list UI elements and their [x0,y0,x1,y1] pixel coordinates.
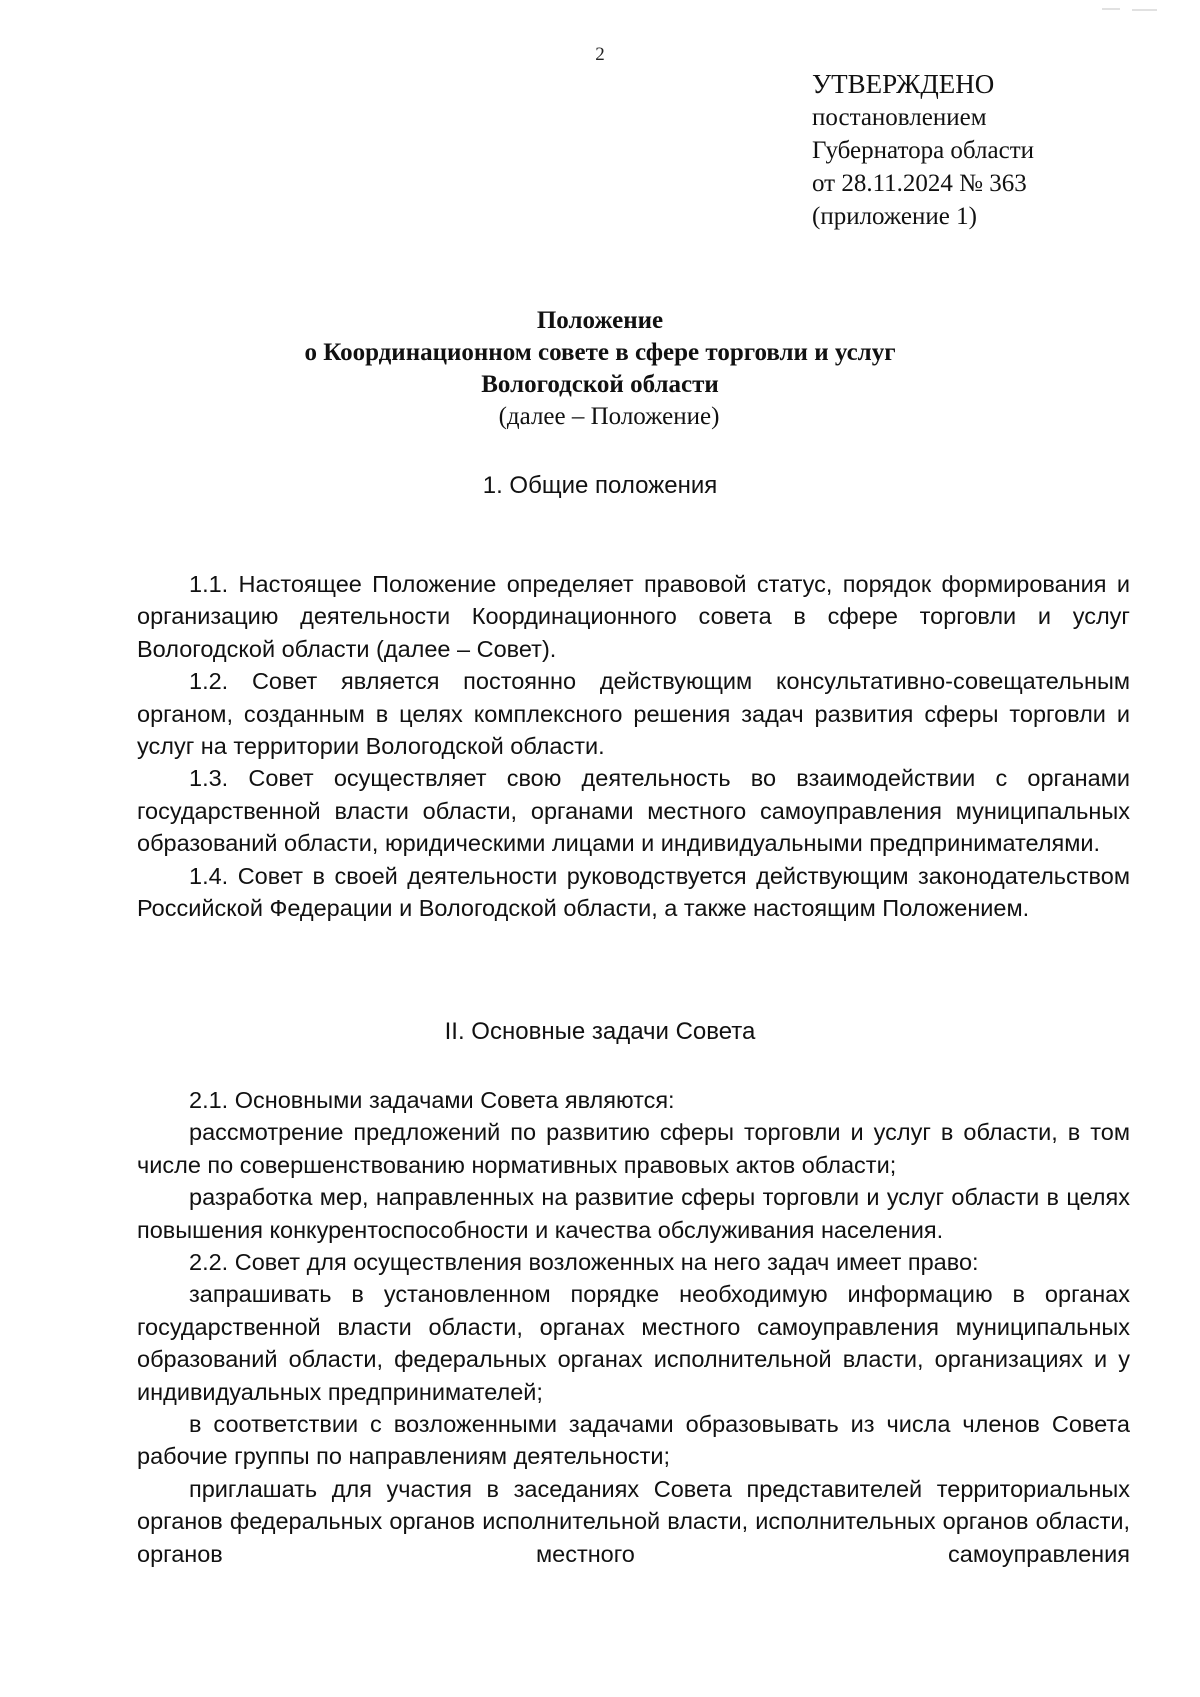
section-heading-1: 1. Общие положения [482,472,718,499]
paragraph: разработка мер, направленных на развитие сферы торговли и услуг области в целях повышения конкурентоспособности и качества обслуживания населения. [137,1184,1130,1243]
paragraph: 1.1. Настоящее Положение определяет правовой статус, порядок формирования и организацию деятельности Координационного совета в сфере торговли и услуг Вологодской области (далее – Совет). [137,571,1130,662]
paragraph: запрашивать в установленном порядке необходимую информацию в органах государственной власти области, органах местного самоуправления муниципальных образований области, федеральных органах исполнительной власти, организациях и у индивидуальных предпринимателей; [137,1281,1130,1405]
approval-line: постановлением [812,104,987,131]
approval-line: (приложение 1) [812,203,977,230]
section-heading-2: II. Основные задачи Совета [444,1018,756,1045]
paragraph: 1.3. Совет осуществляет свою деятельность во взаимодействии с органами государственной власти области, органами местного самоуправления муниципальных образований области, юридическими лицами и индивидуальными предпринимателями. [137,765,1130,857]
approval-line: Губернатора области [812,137,1034,164]
section-2-body [137,1084,1130,1570]
approval-title: УТВЕРЖДЕНО [812,69,995,99]
paragraph: рассмотрение предложений по развитию сферы торговли и услуг в области, в том числе по совершенствованию нормативных правовых актов области; [137,1119,1130,1178]
paragraph: приглашать для участия в заседаниях Совета представителей территориальных органов федеральных органов исполнительной власти, исполнительных органов области, органов местного самоуправления [137,1475,1130,1567]
scan-artifact [1102,0,1162,6]
paragraph: 2.2. Совет для осуществления возложенных на него задач имеет право: [189,1249,979,1276]
approval-line: от 28.11.2024 № 363 [812,170,1027,197]
approval-stamp-block [812,68,1034,233]
page-number: 2 [595,44,605,65]
paragraph: в соответствии с возложенными задачами образовывать из числа членов Совета рабочие группы по направлениям деятельности; [137,1411,1130,1470]
paragraph: 2.1. Основными задачами Совета являются: [189,1087,675,1113]
paragraph: 1.2. Совет является постоянно действующим консультативно-совещательным органом, созданным в целях комплексного решения задач развития сферы торговли и услуг на территории Вологодской области. [137,668,1130,760]
paragraph: 1.4. Совет в своей деятельности руководствуется действующим законодательством Российской Федерации и Вологодской области, а также настоящим Положением. [137,862,1130,922]
document-title [0,305,1200,433]
title-subline: (далее – Положение) [498,403,720,430]
title-line: Вологодской области [481,371,719,398]
title-line: о Координационном совете в сфере торговли и услуг [304,339,896,366]
section-1-body [137,568,1130,924]
title-line: Положение [536,307,664,334]
